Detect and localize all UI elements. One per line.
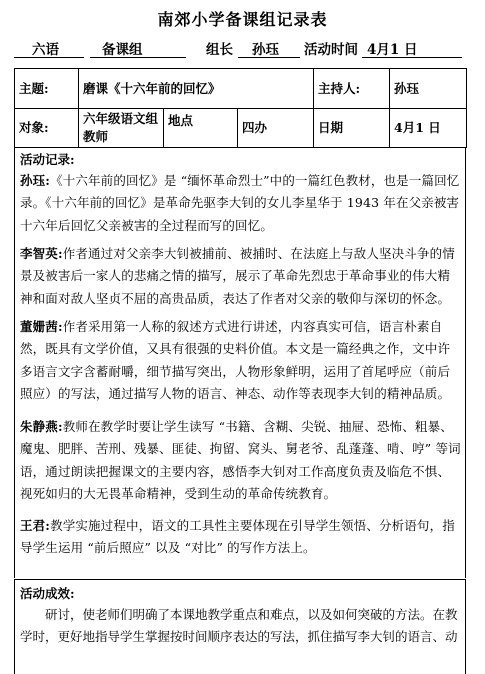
entry-text: 教师在教学时要让学生读写 “书籍、含糊、尖锐、抽屉、恐怖、粗暴、魔鬼、肥胖、苦刑、残暴、匪徒、拘留、窝头、舅老爷、乱蓬蓬、啃、哼” 等词语，通过朗读把握课文的主要内容，感悟李大钊对工作高度负责及临危不惧、视死如归的大无畏革命精神，受到生动的革命传统教育。 xyxy=(20,419,461,502)
leader-label: 组长 xyxy=(206,42,233,58)
speaker-name: 王君: xyxy=(20,518,51,533)
place-value: 四办 xyxy=(238,109,314,148)
record-heading: 活动记录: xyxy=(20,152,75,167)
speaker-name: 孙珏: xyxy=(20,173,51,188)
result-heading: 活动成效: xyxy=(20,586,75,601)
entry-text: 作者通过对父亲李大钊被捕前、被捕时、在法庭上与敌人坚决斗争的情景及被害后一家人的悲痛之情的描写，展示了革命先烈忠于革命事业的伟大精神和面对敌人坚贞不屈的高贵品质，表达了作者对父亲的敬仰与深切的怀念。 xyxy=(20,246,455,306)
activity-time: 4月1 日 xyxy=(367,42,418,58)
audience-label: 对象: xyxy=(15,109,79,148)
record-entry xyxy=(20,243,462,310)
host-value: 孙珏 xyxy=(390,69,467,109)
entry-text: 《十六年前的回忆》是 “缅怀革命烈士”中的一篇红色教材，也是一篇回忆录。《十六年前的回忆》是革命先驱李大钊的女儿李星华于 1943 年在父亲被害十六年后回忆父亲被害的全过程而写的回忆。 xyxy=(20,173,460,233)
speaker-name: 李智英: xyxy=(20,246,63,261)
record-entry xyxy=(20,416,462,506)
record-entry xyxy=(20,316,462,406)
activity-record xyxy=(14,148,466,578)
date-label: 日期 xyxy=(314,109,390,148)
entry-text: 教学实施过程中，语文的工具性主要体现在引导学生领悟、分析语句，指导学生运用 “前后照应” 以及 “对比” 的写作方法上。 xyxy=(20,518,455,556)
leader-name: 孙珏 xyxy=(252,42,279,58)
entry-text: 作者采用第一人称的叙述方式进行讲述，内容真实可信，语言朴素自然，既具有文学价值，又具有很强的史料价值。本文是一篇经典之作，文中许多语言文字含蓄耐嚼，细节描写突出，人物形象鲜明，运用了首尾呼应（前后照应）的写法，通过描写人物的语言、神态、动作等表现李大钊的精神品质。 xyxy=(20,319,451,402)
speaker-name: 董姗茜: xyxy=(20,319,63,334)
record-entry xyxy=(20,515,462,560)
speaker-name: 朱静燕: xyxy=(20,419,63,434)
topic-value: 磨课《十六年前的回忆》 xyxy=(79,69,314,109)
result-text: 研讨，使老师们明确了本课地教学重点和难点，以及如何突破的方法。在教学时，更好地指导学生掌握按时间顺序表达的写法，抓住描写李大钊的语言、动 xyxy=(20,607,458,645)
date-value: 4月1 日 xyxy=(390,109,467,148)
header-line xyxy=(14,34,464,58)
activity-time-label: 活动时间 xyxy=(304,42,358,58)
grade: 六语 xyxy=(32,42,59,58)
topic-label: 主题: xyxy=(15,69,79,109)
group-label: 备课组 xyxy=(102,42,143,58)
doc-title: 南郊小学备课组记录表 xyxy=(157,10,328,29)
audience-value: 六年级语文组教师 xyxy=(79,109,164,148)
info-table xyxy=(14,68,467,148)
host-label: 主持人: xyxy=(314,69,390,109)
activity-result xyxy=(14,580,466,674)
place-label: 地点 xyxy=(164,109,238,148)
record-entry xyxy=(20,170,462,237)
